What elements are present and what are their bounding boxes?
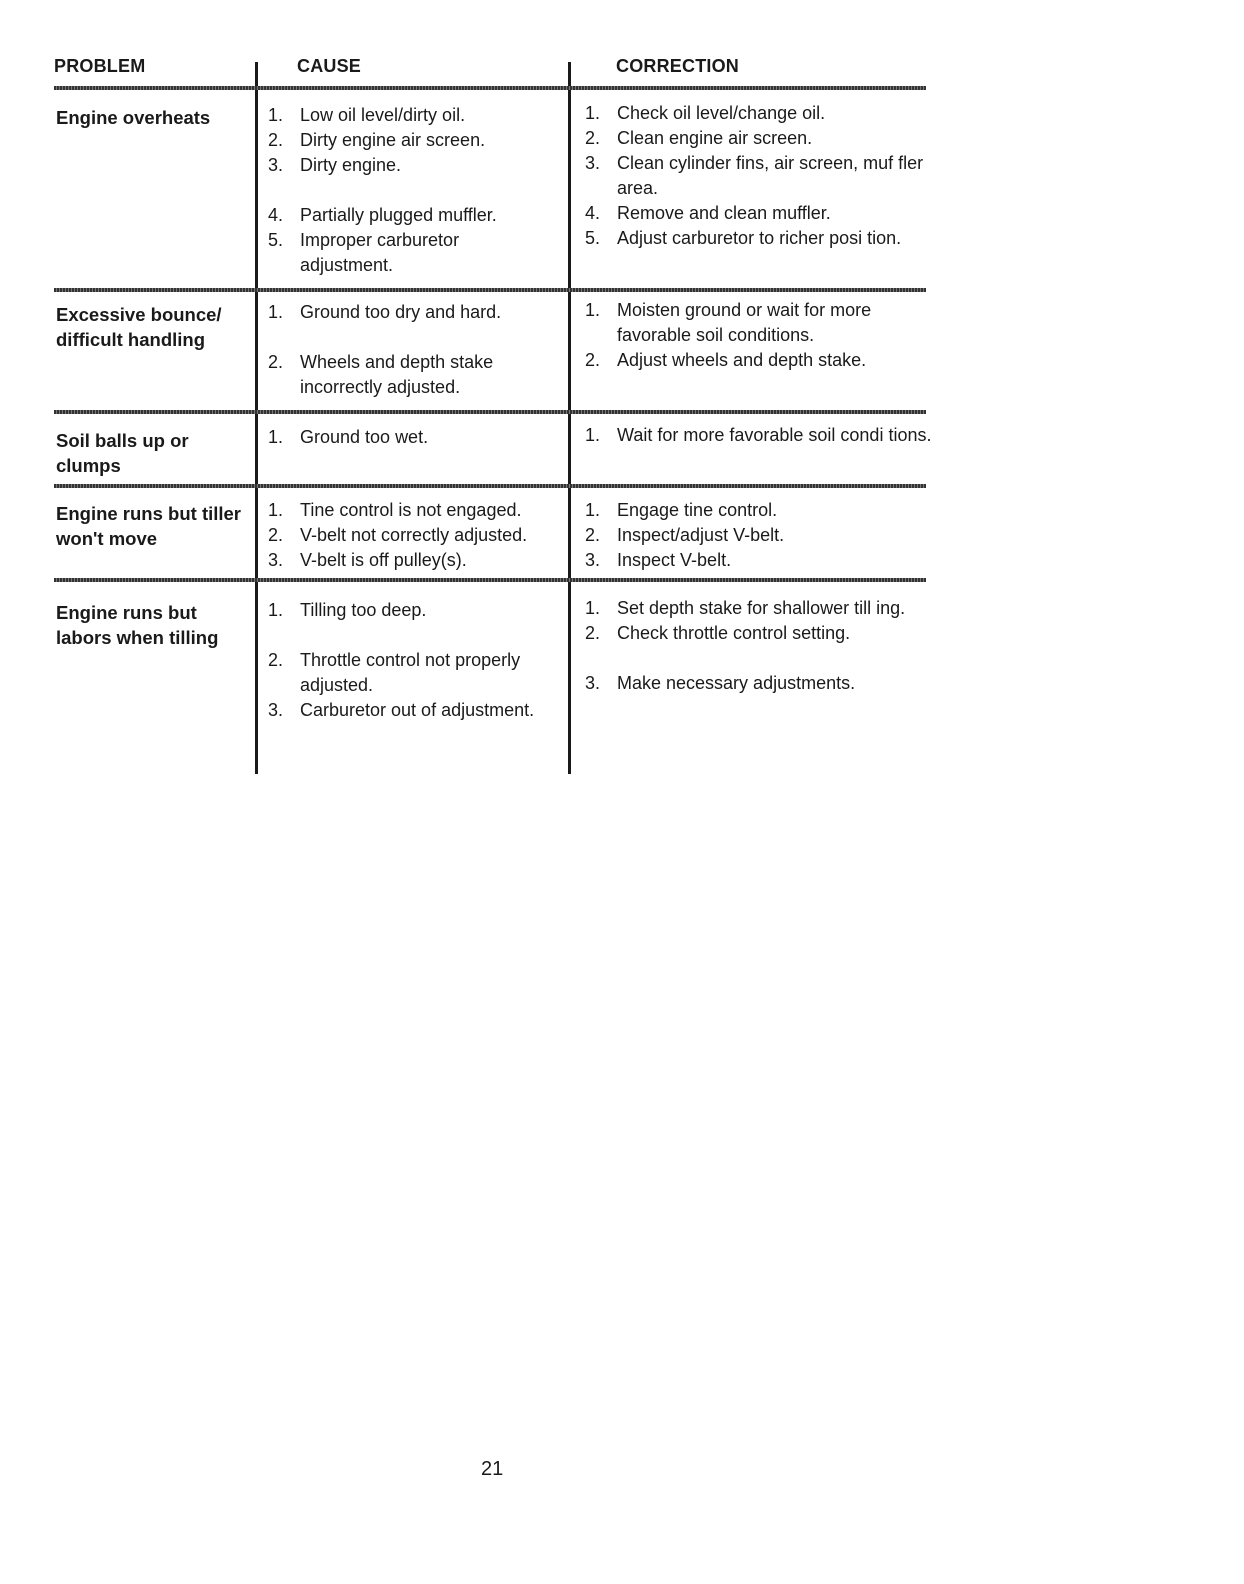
list-item: 3. Make necessary adjustments. [585,673,856,693]
column-divider-1 [255,62,258,774]
list-item: 2. Adjust wheels and depth stake. [585,350,867,370]
correction-list [585,498,925,573]
list-item: 2. Inspect/adjust V-belt. [585,525,785,545]
list-item: 1. Wait for more favorable soil condi tions. [585,425,932,445]
cause-list [268,300,563,400]
correction-list [585,298,925,373]
list-item: 1. Set depth stake for shallower till ing. [585,598,906,618]
list-item: 1. Engage tine control. [585,500,778,520]
list-item: 2. Check throttle control setting. [585,623,851,643]
list-item: 2. Throttle control not properly adjusted. [268,650,521,695]
list-item: 1. Tilling too deep. [268,600,427,620]
list-item: 4. Remove and clean muffler. [585,203,831,223]
list-item: 3. Carburetor out of adjustment. [268,700,535,720]
cause-list [268,598,563,723]
list-item: 5. Adjust carburetor to richer posi tion. [585,228,902,248]
correction-list [585,101,925,251]
header-rule [54,86,926,90]
problem-labors-when-tilling: Engine runs but labors when tilling [56,602,219,648]
cause-list [268,103,563,278]
correction-list [585,423,932,448]
header-problem: PROBLEM [54,56,146,76]
problem-soil-balls: Soil balls up or clumps [56,430,189,476]
list-item: 2. Dirty engine air screen. [268,130,486,150]
list-item: 1. Check oil level/change oil. [585,103,826,123]
row-divider [54,578,926,582]
list-item: 3. V-belt is off pulley(s). [268,550,467,570]
list-item: 2. V-belt not correctly adjusted. [268,525,528,545]
list-item: 1. Moisten ground or wait for more favorable soil conditions. [585,300,872,345]
row-divider [54,288,926,292]
correction-list [585,596,925,696]
list-item: 4. Partially plugged muffler. [268,205,497,225]
list-item: 1. Tine control is not engaged. [268,500,522,520]
list-item: 2. Wheels and depth stake incorrectly adjusted. [268,352,494,397]
list-item: 3. Inspect V-belt. [585,550,732,570]
row-divider [54,410,926,414]
problem-excessive-bounce: Excessive bounce/ difficult handling [56,304,222,350]
row-divider [54,484,926,488]
header-correction: CORRECTION [616,56,739,76]
problem-engine-overheats: Engine overheats [56,107,211,128]
list-item: 2. Clean engine air screen. [585,128,813,148]
problem-tiller-wont-move: Engine runs but tiller won't move [56,503,242,549]
list-item: 1. Low oil level/dirty oil. [268,105,466,125]
cause-list [268,425,563,450]
page-number: 21 [481,1458,504,1480]
header-cause: CAUSE [297,56,362,76]
list-item: 3. Clean cylinder fins, air screen, muf fler area. [585,153,924,198]
list-item: 1. Ground too dry and hard. [268,302,502,322]
list-item: 3. Dirty engine. [268,155,402,175]
list-item: 5. Improper carburetor adjustment. [268,230,460,275]
cause-list [268,498,563,573]
list-item: 1. Ground too wet. [268,427,429,447]
